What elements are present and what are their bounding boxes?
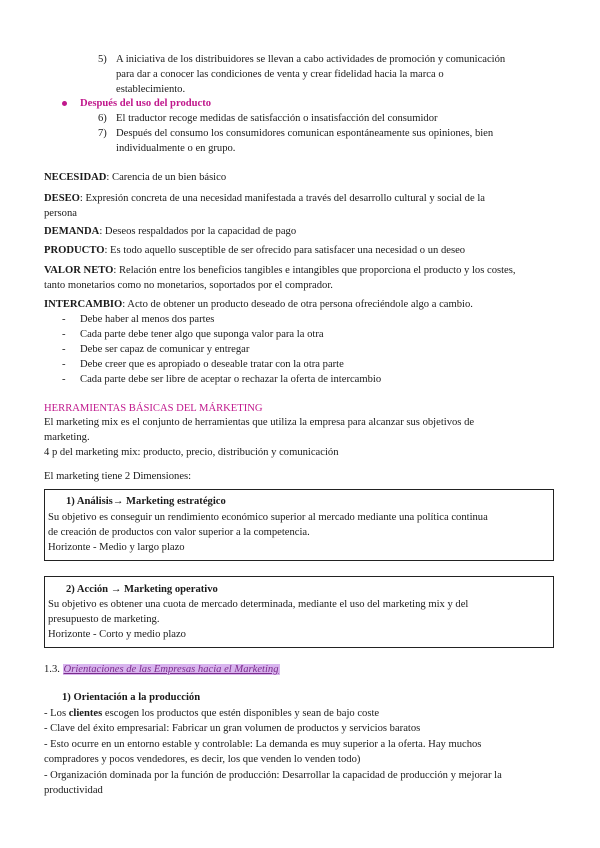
definition-text: tanto monetarios como no monetarios, soportados por el comprador. (44, 280, 333, 291)
section-title (44, 662, 280, 677)
definition-text: : Carencia de un bien básico (106, 172, 227, 183)
list-item-text: Después del consumo los consumidores comunican espontáneamente sus opiniones, bien (116, 128, 494, 139)
box-text: de creación de productos con valor superior a la competencia. (48, 527, 310, 538)
box-text: Horizonte - Corto y medio plazo (48, 629, 186, 640)
list-item-text: individualmente o en grupo. (116, 143, 236, 154)
definition-text: : Deseos respaldados por la capacidad de pago (99, 226, 297, 237)
paragraph-line: - Clave del éxito empresarial: Fabricar un gran volumen de productos y servicios baratos (44, 723, 421, 734)
definition-term: NECESIDAD (44, 172, 107, 183)
paragraph-line (44, 706, 379, 721)
definition-deseo (44, 191, 485, 206)
list-number: 5) (98, 54, 107, 65)
dash-icon: - (62, 344, 66, 355)
definition-text: : Expresión concreta de una necesidad manifestada a través del desarrollo cultural y social de la (79, 193, 485, 204)
list-item: Debe haber al menos dos partes (80, 314, 215, 325)
box-title: 1) Análisis→ Marketing estratégico (66, 496, 226, 507)
paragraph-line: - Organización dominada por la función de producción: Desarrollar la capacidad de producción y mejorar la (44, 770, 502, 781)
definition-text: : Es todo aquello susceptible de ser ofrecido para satisfacer una necesidad o un deseo (104, 245, 466, 256)
paragraph-line: compradores y pocos vendedores, es decir, los que venden lo venden todo) (44, 754, 361, 765)
definition-intercambio (44, 297, 473, 312)
dash-icon: - (62, 329, 66, 340)
paragraph-line: 4 p del marketing mix: producto, precio, distribución y comunicación (44, 447, 339, 458)
list-item-text: A iniciativa de los distribuidores se llevan a cabo actividades de promoción y comunicación (116, 54, 506, 65)
list-item: Debe ser capaz de comunicar y entregar (80, 344, 250, 355)
list-item: Cada parte debe tener algo que suponga valor para la otra (80, 329, 324, 340)
definition-text: : Acto de obtener un producto deseado de otra persona ofreciéndole algo a cambio. (122, 299, 473, 310)
definition-necesidad (44, 170, 226, 185)
text-run: - Los (44, 708, 69, 719)
paragraph-line: El marketing tiene 2 Dimensiones: (44, 471, 192, 482)
definition-term: DESEO (44, 193, 80, 204)
section-heading: HERRAMIENTAS BÁSICAS DEL MÁRKETING (44, 403, 263, 414)
definition-producto (44, 243, 465, 258)
sub-heading: 1) Orientación a la producción (62, 692, 201, 703)
box-text: Horizonte - Medio y largo plazo (48, 542, 185, 553)
list-item: Cada parte debe ser libre de aceptar o rechazar la oferta de intercambio (80, 374, 382, 385)
definition-text: persona (44, 208, 77, 219)
definition-valor-neto (44, 263, 516, 278)
definition-term: DEMANDA (44, 226, 100, 237)
box-text: Su objetivo es conseguir un rendimiento económico superior al mercado mediante una política continua (48, 512, 488, 523)
definition-demanda (44, 224, 296, 239)
bullet-heading: Después del uso del producto (80, 98, 212, 109)
paragraph-line: - Esto ocurre en un entorno estable y controlable: La demanda es muy superior a la oferta. Hay muchos (44, 739, 482, 750)
list-number: 7) (98, 128, 107, 139)
dash-icon: - (62, 374, 66, 385)
paragraph-line: El marketing mix es el conjunto de herramientas que utiliza la empresa para alcanzar sus objetivos de (44, 417, 475, 428)
list-item-text: para dar a conocer las condiciones de venta y crear fidelidad hacia la marca o (116, 69, 444, 80)
definition-term: INTERCAMBIO (44, 299, 123, 310)
dash-icon: - (62, 314, 66, 325)
list-item-text: El traductor recoge medidas de satisfacción o insatisfacción del consumidor (116, 113, 438, 124)
text-run-bold: clientes (68, 708, 103, 719)
section-number: 1.3. (44, 664, 63, 675)
definition-text: : Relación entre los beneficios tangibles e intangibles que proporciona el producto y los costes, (113, 265, 516, 276)
box-title: 2) Acción → Marketing operativo (66, 584, 218, 595)
box-text: presupuesto de marketing. (48, 614, 160, 625)
list-number: 6) (98, 113, 107, 124)
dash-icon: - (62, 359, 66, 370)
box-text: Su objetivo es obtener una cuota de mercado determinada, mediante el uso del marketing mix y del (48, 599, 469, 610)
paragraph-line: productividad (44, 785, 103, 796)
text-run: escogen los productos que estén disponibles y sean de bajo coste (102, 708, 380, 719)
definition-term: VALOR NETO (44, 265, 114, 276)
definition-term: PRODUCTO (44, 245, 105, 256)
list-item-text: establecimiento. (116, 84, 186, 95)
paragraph-line: marketing. (44, 432, 90, 443)
section-title-link[interactable]: Orientaciones de las Empresas hacia el Marketing (63, 664, 279, 675)
bullet-icon (62, 101, 67, 106)
list-item: Debe creer que es apropiado o deseable tratar con la otra parte (80, 359, 344, 370)
